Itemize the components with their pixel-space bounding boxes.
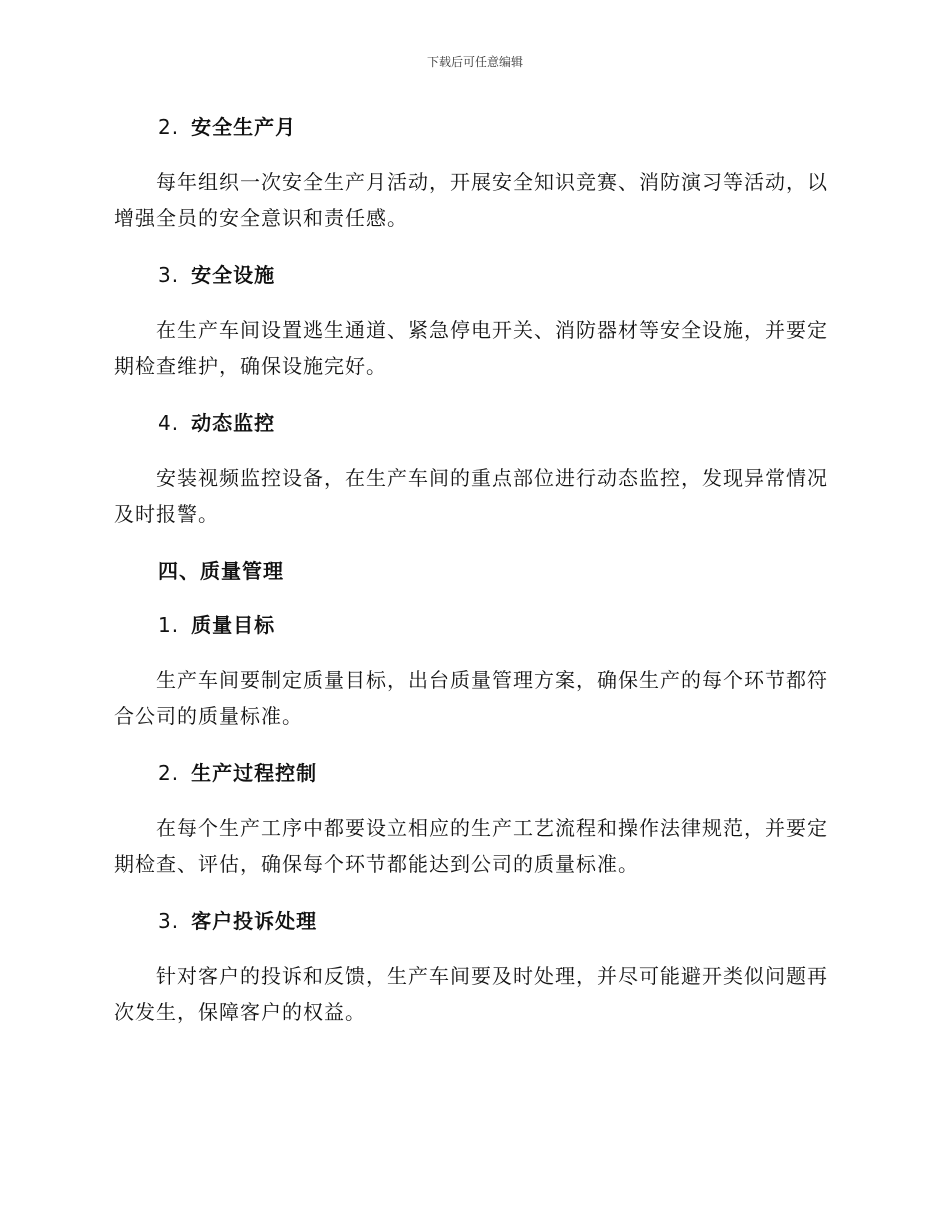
paragraph: 生产车间要制定质量目标，出台质量管理方案，确保生产的每个环节都符合公司的质量标准。: [114, 668, 828, 728]
paragraph: 每年组织一次安全生产月活动，开展安全知识竞赛、消防演习等活动，以增强全员的安全意识和责任感。: [114, 170, 828, 230]
heading-title: 生产过程控制: [191, 761, 318, 785]
heading-title: 四、质量管理: [158, 559, 284, 583]
section-heading: [114, 406, 834, 440]
paragraph: 在生产车间设置逃生通道、紧急停电开关、消防器材等安全设施，并要定期检查维护，确保设施完好。: [114, 318, 828, 378]
paragraph: 针对客户的投诉和反馈，生产车间要及时处理，并尽可能避开类似问题再次发生，保障客户的权益。: [114, 964, 828, 1024]
heading-number: 2.: [158, 761, 180, 785]
section-heading: [114, 258, 834, 292]
heading-title: 动态监控: [191, 411, 276, 435]
section-heading: [114, 904, 834, 938]
heading-title: 安全设施: [191, 263, 276, 287]
paragraph: 安装视频监控设备，在生产车间的重点部位进行动态监控，发现异常情况及时报警。: [114, 466, 828, 526]
page-header-note: 下载后可任意编辑: [426, 55, 523, 69]
heading-number: 1.: [158, 613, 180, 637]
heading-title: 客户投诉处理: [191, 909, 318, 933]
heading-number: 3.: [158, 263, 180, 287]
heading-title: 安全生产月: [191, 115, 297, 139]
section-heading: [114, 110, 834, 144]
paragraph: 在每个生产工序中都要设立相应的生产工艺流程和操作法律规范，并要定期检查、评估，确保每个环节都能达到公司的质量标准。: [114, 816, 828, 876]
section-heading: [114, 608, 834, 642]
chapter-heading: [114, 554, 834, 588]
heading-title: 质量目标: [191, 613, 276, 637]
document-body: [114, 110, 834, 1030]
heading-number: 3.: [158, 909, 180, 933]
section-heading: [114, 756, 834, 790]
heading-number: 2.: [158, 115, 180, 139]
heading-number: 4.: [158, 411, 180, 435]
